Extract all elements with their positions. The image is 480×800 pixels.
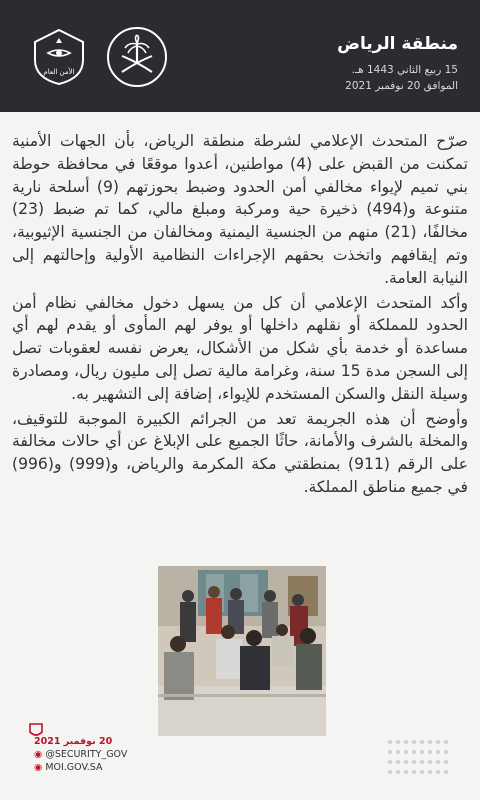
arrest-photo xyxy=(158,566,326,736)
footer-contact xyxy=(34,735,154,774)
security-logo-text: الأمن العام xyxy=(43,68,75,76)
public-security-logo-icon xyxy=(28,26,90,88)
website-text: MOI.GOV.SA xyxy=(45,762,103,773)
website-link[interactable] xyxy=(34,761,154,774)
paragraph-2: وأكد المتحدث الإعلامي أن كل من يسهل دخول مخالفي نظام أمن الحدود للمملكة أو نقلهم داخلها أو يوفر لهم المأوى أو يقدم لهم أي مساعدة أو خدمة بأي شكل من الأشكال، يعرض نفسه لعقوبات تصل إلى السجن مدة 15 سنة، وغرامة مالية تصل إلى مليون ريال، ومصادرة وسيلة النقل والسكن المستخدم للإيواء، إضافة إلى التشهير به. xyxy=(12,293,468,403)
paragraph-3: وأوضح أن هذه الجريمة تعد من الجرائم الكبيرة الموجبة للتوقيف، والمخلة بالشرف والأمانة، حاثًا الجميع على الإبلاغ عن أي حالات مخالفة على الرقم (911) بمنطقتي مكة المكرمة والرياض، و(999) و(996) في جميع مناطق المملكة. xyxy=(12,409,468,496)
date-gregorian: الموافق 20 نوفمبر 2021 xyxy=(345,80,458,92)
paragraph-1: صرّح المتحدث الإعلامي لشرطة منطقة الرياض، بأن الجهات الأمنية تمكنت من القبض على (4) مواطنين، أعدوا موقعًا في محافظة حوطة بني تميم لإيواء مخالفي أمن الحدود وضبط بحوزتهم (9) أسلحة نارية متنوعة و(494) ذخيرة حية ومركبة ومبلغ مالي، كما تم ضبط (23) مخالفًا، (21) منهم من الجنسية اليمنية ومخالفان من الجنسية الإثيوبية، وتم إيقافهم واتخذت بحقهم الإجراءات النظامية الأولية وإحالتهم إلى النيابة العامة. xyxy=(12,132,468,287)
globe-icon: ◉ xyxy=(34,762,46,773)
region-title: منطقة الرياض xyxy=(337,34,458,54)
dot-pattern-icon xyxy=(386,738,450,778)
saudi-emblem-icon xyxy=(106,26,168,88)
twitter-handle[interactable] xyxy=(34,748,154,761)
twitter-icon: ◉ xyxy=(34,749,46,760)
footer-date: 20 نوفمبر 2021 xyxy=(34,736,113,747)
twitter-text: @SECURITY_GOV xyxy=(45,749,128,760)
header-bar xyxy=(0,0,480,112)
article-body xyxy=(12,130,468,558)
date-hijri: 15 ربيع الثاني 1443 هـ. xyxy=(351,64,458,76)
